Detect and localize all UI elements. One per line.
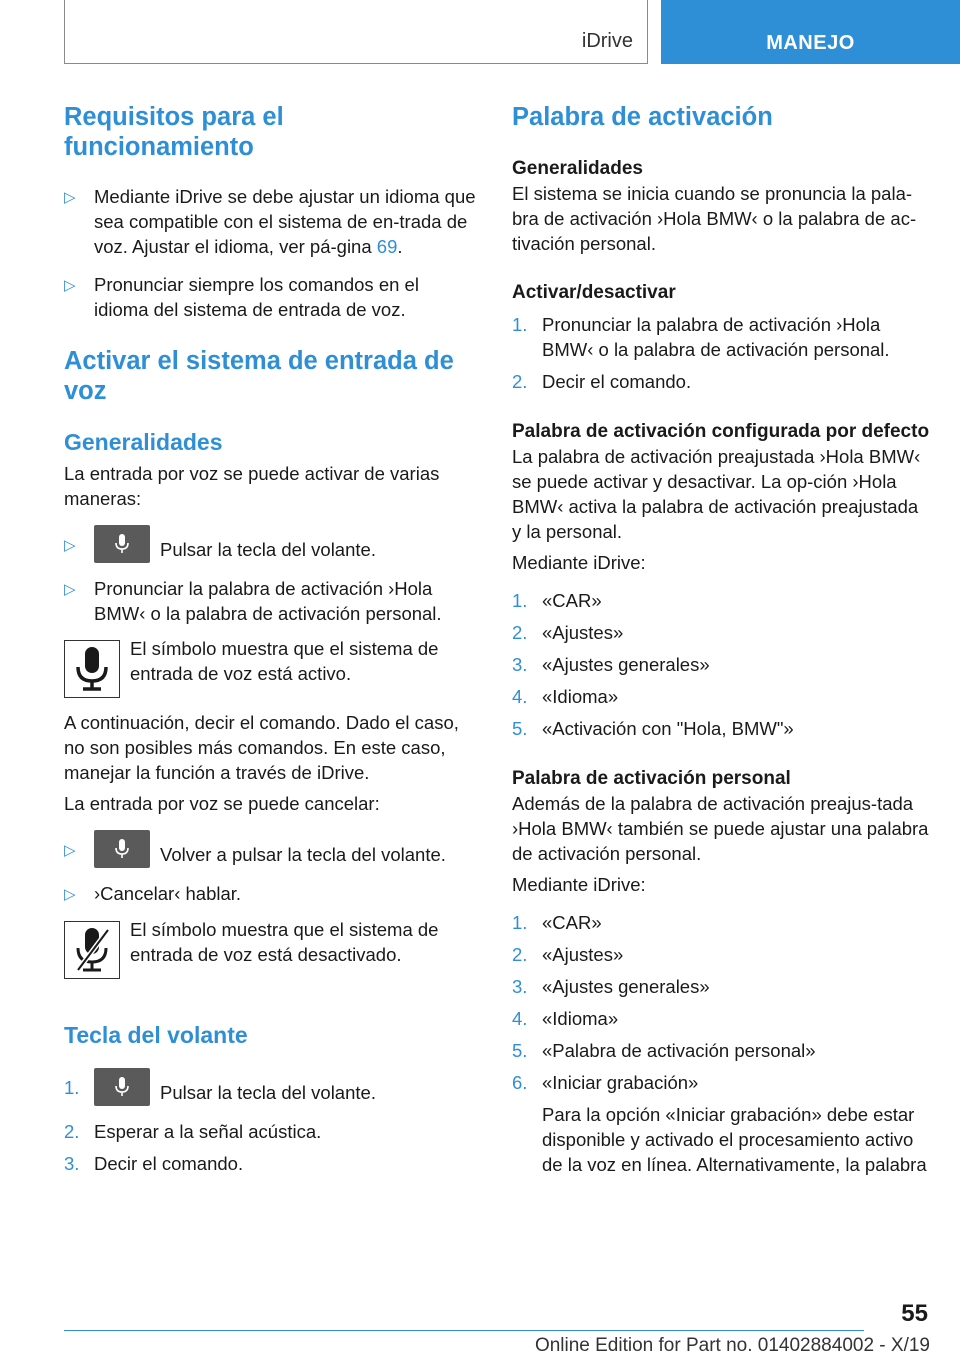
step-number: 1. [64, 1077, 80, 1098]
requirements-title: Requisitos para el funcionamiento [64, 103, 284, 161]
list-item [512, 684, 932, 709]
list-item-text: «Ajustes» [542, 944, 624, 965]
list-item [512, 312, 932, 362]
list-item-text: Pulsar la tecla del volante. [94, 532, 476, 570]
step-number: 4. [512, 686, 528, 707]
list-item-text: Mediante iDrive se debe ajustar un idioma que sea compatible con el sistema de en-trada de voz. Ajustar el idioma, ver pá-gina 69. [94, 186, 476, 257]
step-number: 4. [512, 1008, 528, 1029]
list-item [64, 1075, 476, 1113]
microphone-muted-icon [64, 921, 120, 979]
steering-key-title: Tecla del volante [64, 1022, 248, 1048]
list-item-text: «CAR» [542, 590, 602, 611]
triangle-bullet-icon: ▷ [64, 581, 76, 598]
generalities-text: La entrada por voz se puede activar de varias maneras: [64, 463, 440, 509]
steering-voice-key-icon [94, 525, 150, 563]
microphone-active-icon [64, 640, 120, 698]
steering-voice-key-icon [94, 1068, 150, 1106]
step-number: 3. [512, 654, 528, 675]
list-item-text: Pronunciar la palabra de activación ›Hola BMW‹ o la palabra de activación personal. [94, 578, 442, 624]
right-column [512, 102, 932, 1177]
step-number: 2. [512, 944, 528, 965]
via-idrive-label: Mediante iDrive: [512, 552, 646, 573]
generalities-heading: Generalidades [512, 158, 643, 179]
list-item-text: «Activación con "Hola, BMW"» [542, 718, 794, 739]
list-item [64, 881, 476, 907]
left-column [64, 102, 476, 1176]
triangle-bullet-icon: ▷ [64, 277, 76, 294]
generalities-text: El sistema se inicia cuando se pronuncia la pala-bra de activación ›Hola BMW‹ o la palabra de ac-tivación personal. [512, 183, 917, 254]
cancel-text: La entrada por voz se puede cancelar: [64, 793, 380, 814]
list-item [64, 184, 476, 259]
list-item [512, 1038, 932, 1063]
triangle-bullet-icon: ▷ [64, 189, 76, 206]
header-chapter-tab: MANEJO [661, 0, 960, 64]
list-item [64, 272, 476, 322]
via-idrive-label: Mediante iDrive: [512, 874, 646, 895]
step-number: 2. [512, 622, 528, 643]
page-link[interactable]: 69 [376, 236, 398, 257]
list-item-text: «Iniciar grabación» [542, 1072, 699, 1093]
inactive-symbol-text: El símbolo muestra que el sistema de entrada de voz está desactivado. [130, 919, 439, 965]
list-item [64, 576, 476, 626]
list-item-text: Decir el comando. [94, 1153, 244, 1174]
list-item-text: «Ajustes» [542, 622, 624, 643]
list-item-text: «Idioma» [542, 686, 619, 707]
step-number: 2. [512, 371, 528, 392]
list-item-text: Pronunciar la palabra de activación ›Hola BMW‹ o la palabra de activación personal. [542, 314, 890, 360]
list-item [512, 942, 932, 967]
active-symbol-text: El símbolo muestra que el sistema de entrada de voz está activo. [130, 638, 439, 684]
list-item [512, 369, 932, 394]
list-item-text: ›Cancelar‹ hablar. [94, 883, 242, 904]
list-item [512, 620, 932, 645]
footer-edition: Online Edition for Part no. 01402884002 - X/19 [534, 1335, 930, 1356]
steering-voice-key-icon [94, 830, 150, 868]
list-item [64, 837, 476, 875]
list-item [512, 974, 932, 999]
step-number: 1. [512, 590, 528, 611]
personal-wake-word-heading: Palabra de activación personal [512, 768, 791, 789]
step-number: 1. [512, 314, 528, 335]
step-number: 6. [512, 1072, 528, 1093]
list-item-text: Pronunciar siempre los comandos en el idioma del sistema de entrada de voz. [94, 274, 419, 320]
step-number: 2. [64, 1121, 80, 1142]
active-symbol-note [64, 636, 476, 698]
list-item [64, 1119, 476, 1144]
step-number: 3. [64, 1153, 80, 1174]
list-item-text: «Ajustes generales» [542, 654, 710, 675]
list-item [512, 1006, 932, 1031]
wake-word-title: Palabra de activación [512, 103, 773, 131]
step-number: 5. [512, 718, 528, 739]
list-item-text: Esperar a la señal acústica. [94, 1121, 322, 1142]
generalities-title: Generalidades [64, 429, 223, 455]
step-number: 1. [512, 912, 528, 933]
list-item-text: «Ajustes generales» [542, 976, 710, 997]
footer-divider [64, 1330, 864, 1331]
on-off-heading: Activar/desactivar [512, 282, 676, 303]
list-item-text: Decir el comando. [542, 371, 692, 392]
list-item [512, 652, 932, 677]
list-item-text: «Idioma» [542, 1008, 619, 1029]
step-number: 5. [512, 1040, 528, 1061]
list-item-text: Pulsar la tecla del volante. [94, 1075, 476, 1113]
header-box [64, 0, 648, 64]
list-item-text: «CAR» [542, 912, 602, 933]
header-section-title: iDrive [581, 30, 633, 52]
list-item-text: Volver a pulsar la tecla del volante. [94, 837, 476, 875]
default-wake-word-heading: Palabra de activación configurada por defecto [512, 421, 930, 442]
triangle-bullet-icon: ▷ [64, 886, 76, 903]
list-item [64, 532, 476, 570]
list-item [512, 1070, 932, 1095]
page-number: 55 [901, 1300, 928, 1327]
triangle-bullet-icon: ▷ [64, 537, 76, 554]
list-item [512, 716, 932, 741]
list-item [64, 1151, 476, 1176]
step-number: 3. [512, 976, 528, 997]
default-wake-word-text: La palabra de activación preajustada ›Hola BMW‹ se puede activar y desactivar. La op-ción ›Hola BMW‹ activa la palabra de activación preajustada y la personal. [512, 446, 921, 542]
list-item [512, 588, 932, 613]
triangle-bullet-icon: ▷ [64, 842, 76, 859]
list-item-text: «Palabra de activación personal» [542, 1040, 816, 1061]
inactive-symbol-note [64, 917, 476, 979]
list-item [512, 910, 932, 935]
activate-title: Activar el sistema de entrada de voz [64, 347, 454, 405]
personal-wake-word-text: Además de la palabra de activación preajus-tada ›Hola BMW‹ también se puede ajustar una palabra de activación personal. [512, 793, 929, 864]
personal-note-text: Para la opción «Iniciar grabación» debe estar disponible y activado el procesamiento activo de la voz en línea. Alternativamente, la palabra [542, 1104, 927, 1175]
continue-text: A continuación, decir el comando. Dado el caso, no son posibles más comandos. En este caso, manejar la función a través de iDrive. [64, 712, 459, 783]
